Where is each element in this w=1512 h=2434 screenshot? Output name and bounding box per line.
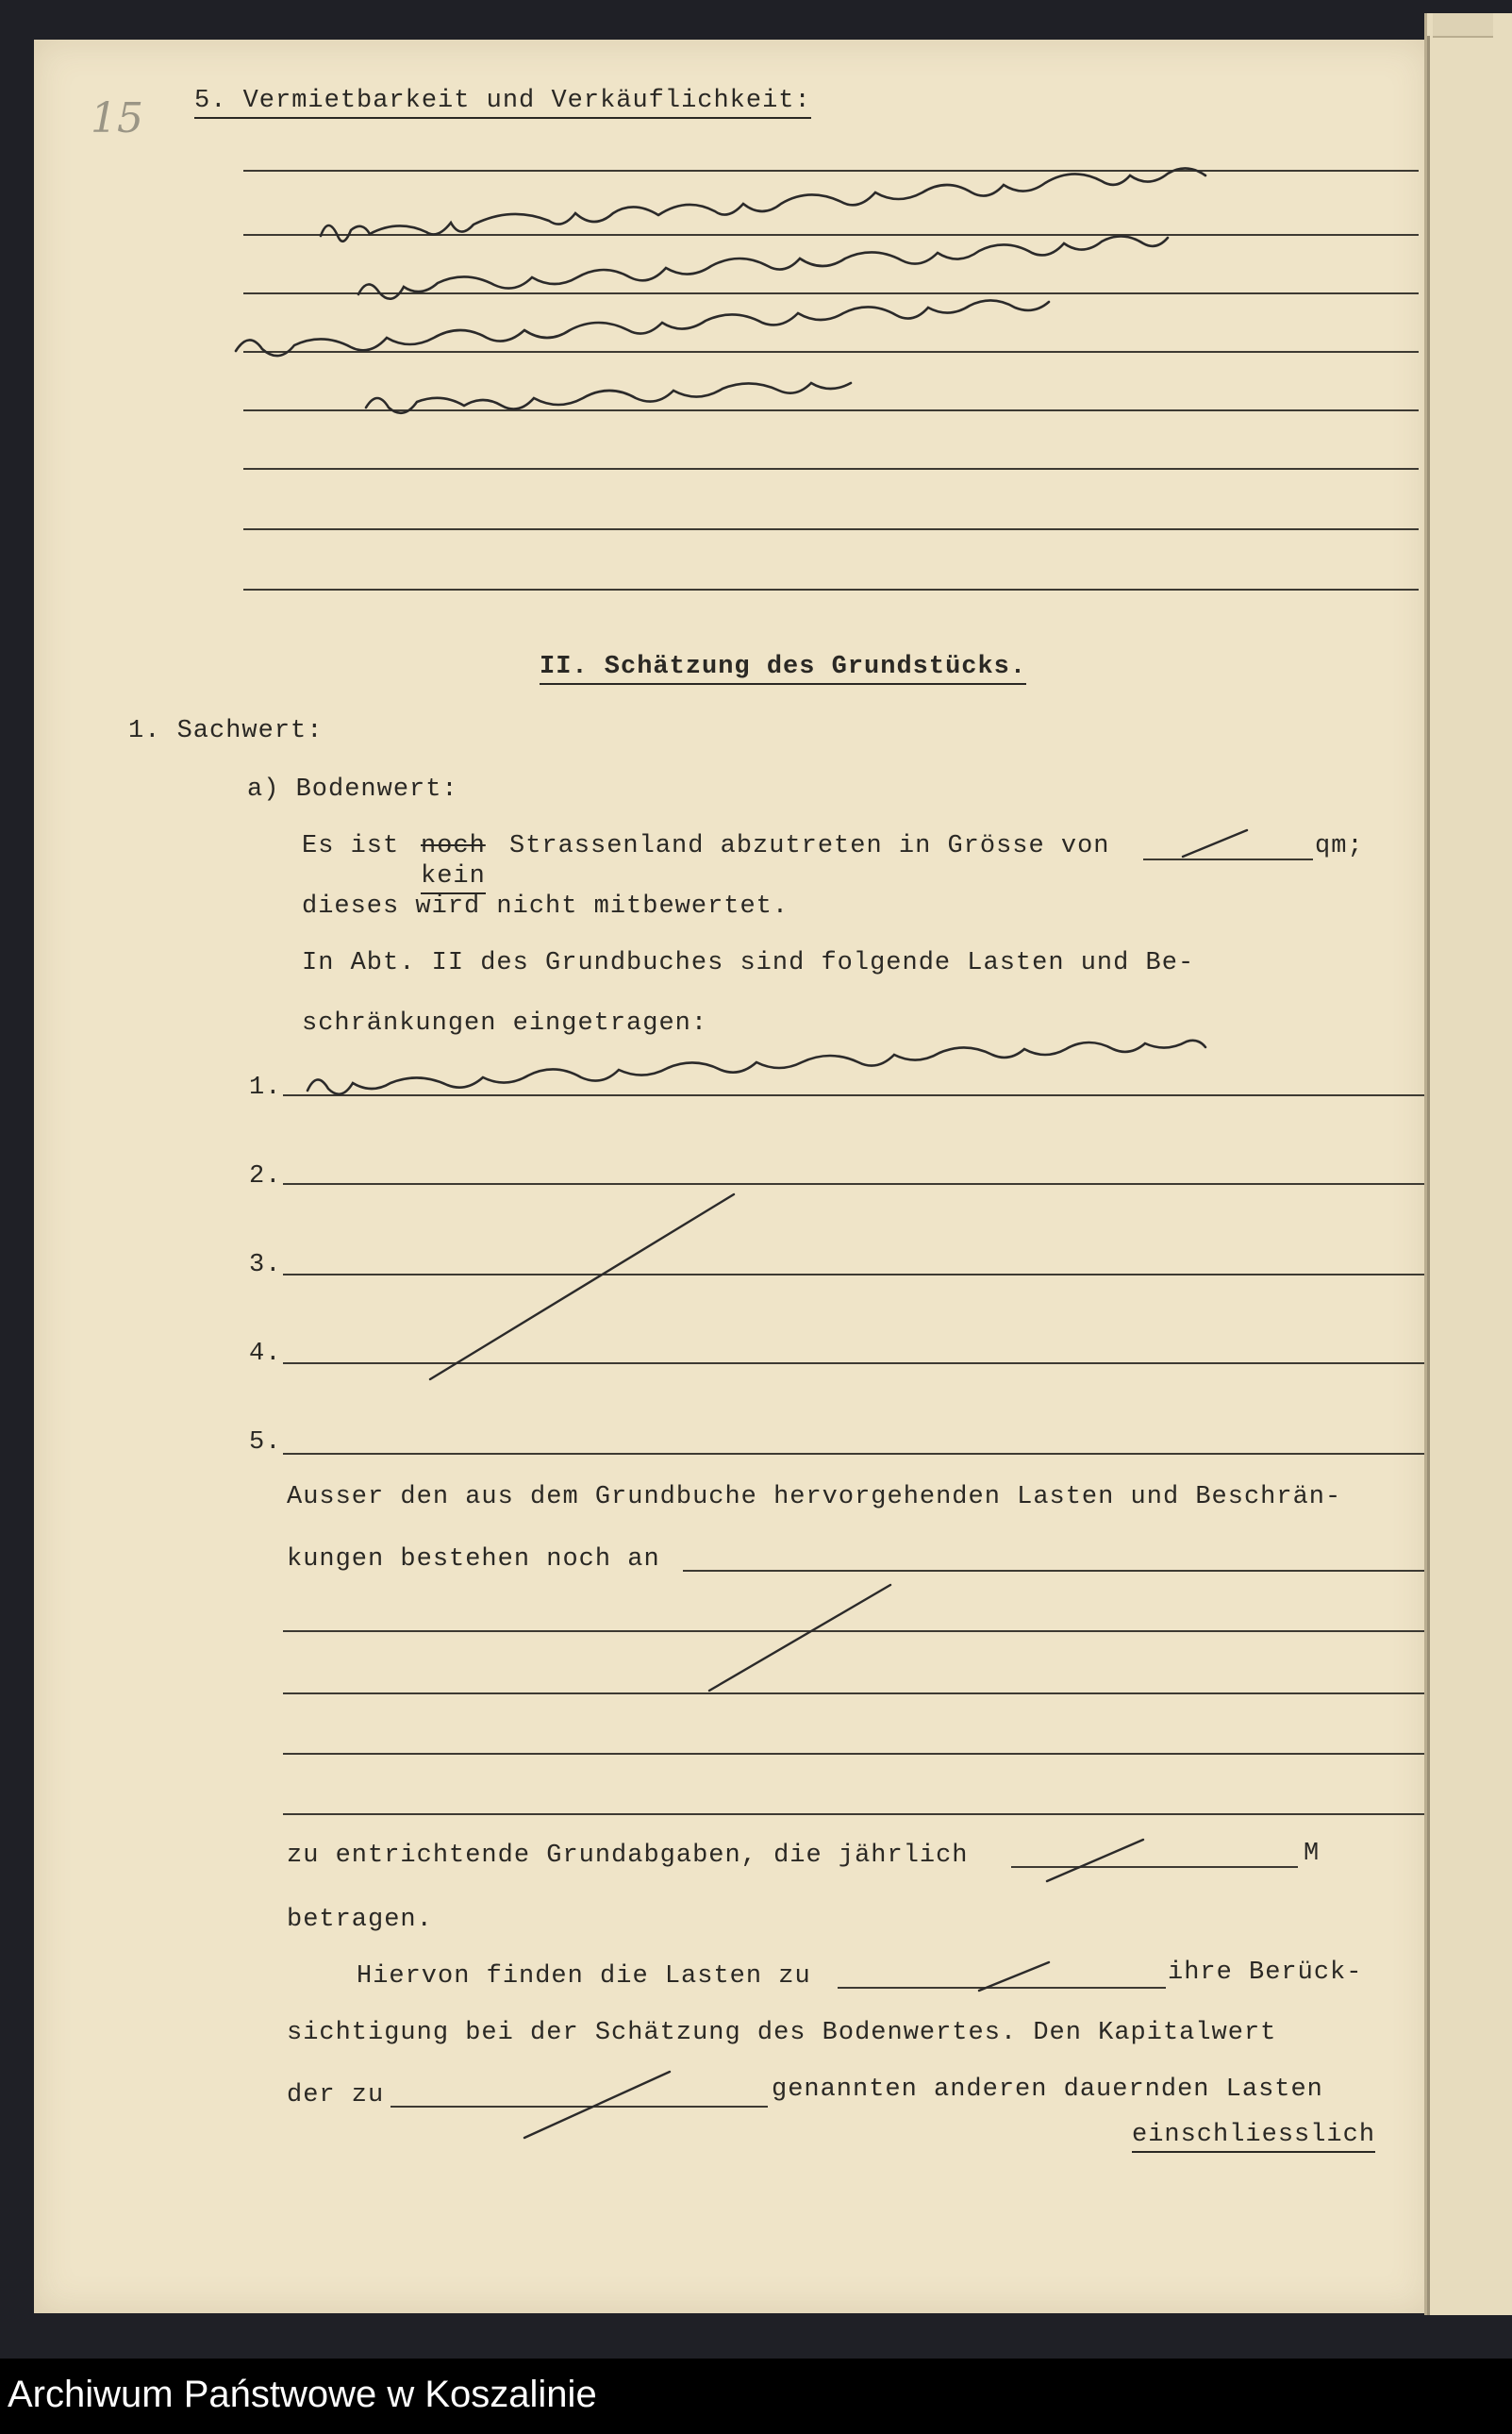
qm-unit: qm; xyxy=(1315,832,1364,860)
strassenland-prefix: Es ist xyxy=(302,832,400,860)
ausser-line2: kungen bestehen noch an xyxy=(287,1545,660,1574)
genannten-text: genannten anderen dauernden Lasten xyxy=(772,2076,1323,2104)
betragen-text: betragen. xyxy=(287,1906,433,1934)
section2-title: II. Schätzung des Grundstücks. xyxy=(540,653,1026,685)
lasten-1-handwriting xyxy=(307,1041,1205,1094)
struck-word: noch xyxy=(421,832,486,860)
ausser-line1: Ausser den aus dem Grundbuche hervorgehenden Lasten und Beschrän- xyxy=(287,1483,1342,1511)
grundabgaben-text: zu entrichtende Grundabgaben, die jährlich xyxy=(287,1842,969,1870)
grundabgaben-unit: M xyxy=(1304,1840,1321,1868)
abt2-line1: In Abt. II des Grundbuches sind folgende Lasten und Be- xyxy=(302,949,1195,977)
section5-handwriting xyxy=(236,168,1205,412)
archive-name: Archiwum Państwowe w Koszalinie xyxy=(8,2374,597,2415)
hiervon-cancel-slash xyxy=(979,1962,1049,1991)
grundabgaben-cancel-slash xyxy=(1047,1840,1143,1881)
der-zu-cancel-slash xyxy=(524,2072,670,2138)
lasten-number: 2. xyxy=(249,1162,282,1191)
hiervon-text: Hiervon finden die Lasten zu xyxy=(357,1962,811,1991)
ausser-cancel-slash xyxy=(709,1585,890,1691)
lasten-number: 4. xyxy=(249,1340,282,1368)
hiervon-text-end: ihre Berück- xyxy=(1168,1959,1363,1987)
abt2-line2: schränkungen eingetragen: xyxy=(302,1009,708,1038)
lasten-cancel-slash xyxy=(430,1194,734,1379)
lasten-number: 1. xyxy=(249,1074,282,1102)
sachwert-label: 1. Sachwert: xyxy=(128,717,324,745)
archive-footer xyxy=(0,2359,1512,2434)
strassenland-line2: dieses wird nicht mitbewertet. xyxy=(302,892,789,921)
qm-cancel-slash xyxy=(1183,830,1247,857)
der-zu-text: der zu xyxy=(287,2081,385,2109)
lasten-number: 5. xyxy=(249,1428,282,1457)
sichtigung-text: sichtigung bei der Schätzung des Bodenwertes. Den Kapitalwert xyxy=(287,2019,1277,2047)
einschliesslich-text: einschliesslich xyxy=(1132,2121,1375,2153)
pencil-page-number: 15 xyxy=(91,94,143,142)
inserted-word: kein xyxy=(421,862,486,894)
section5-heading: 5. Vermietbarkeit und Verkäuflichkeit: xyxy=(194,87,811,119)
strassenland-text: Strassenland abzutreten in Grösse von xyxy=(509,832,1110,860)
bodenwert-label: a) Bodenwert: xyxy=(247,775,458,804)
lasten-number: 3. xyxy=(249,1251,282,1279)
